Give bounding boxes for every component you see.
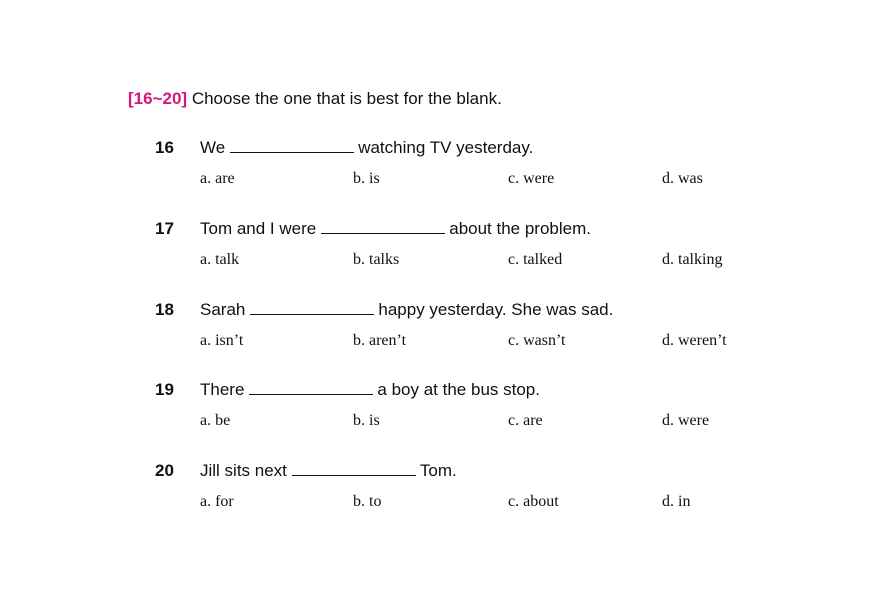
option-b[interactable]: b. is xyxy=(353,170,380,187)
answer-blank[interactable] xyxy=(230,138,354,153)
option-d[interactable]: d. talking xyxy=(662,251,723,268)
stem-after-blank: a boy at the bus stop. xyxy=(377,380,540,399)
question-number: 19 xyxy=(155,380,174,399)
stem-before-blank: Sarah xyxy=(200,300,246,319)
option-a[interactable]: a. be xyxy=(200,412,231,429)
question-number: 17 xyxy=(155,219,174,238)
section-instruction xyxy=(128,89,502,109)
option-a[interactable]: a. isn’t xyxy=(200,332,244,349)
stem-before-blank: There xyxy=(200,380,245,399)
option-c[interactable]: c. are xyxy=(508,412,543,429)
option-a[interactable]: a. for xyxy=(200,493,234,510)
answer-blank[interactable] xyxy=(321,219,445,234)
option-b[interactable]: b. talks xyxy=(353,251,400,268)
instruction-text: Choose the one that is best for the blank. xyxy=(191,89,502,108)
question-stem xyxy=(200,380,540,400)
option-c[interactable]: c. wasn’t xyxy=(508,332,566,349)
stem-before-blank: We xyxy=(200,138,226,157)
question-stem xyxy=(200,138,533,158)
stem-after-blank: watching TV yesterday. xyxy=(358,138,534,157)
option-d[interactable]: d. weren’t xyxy=(662,332,727,349)
option-c[interactable]: c. talked xyxy=(508,251,563,268)
stem-after-blank: happy yesterday. She was sad. xyxy=(378,300,614,319)
stem-after-blank: about the problem. xyxy=(449,219,591,238)
question-stem xyxy=(200,300,613,320)
question-number: 16 xyxy=(155,138,174,157)
question-stem xyxy=(200,461,457,481)
option-b[interactable]: b. is xyxy=(353,412,380,429)
option-b[interactable]: b. to xyxy=(353,493,382,510)
stem-after-blank: Tom. xyxy=(419,461,457,480)
question-16 xyxy=(0,138,873,198)
question-17 xyxy=(0,219,873,279)
question-number: 20 xyxy=(155,461,174,480)
question-number: 18 xyxy=(155,300,174,319)
stem-before-blank: Tom and I were xyxy=(200,219,317,238)
question-range: [16~20] xyxy=(128,89,188,108)
answer-blank[interactable] xyxy=(249,380,373,395)
option-c[interactable]: c. about xyxy=(508,493,559,510)
stem-before-blank: Jill sits next xyxy=(200,461,287,480)
question-20 xyxy=(0,461,873,521)
option-d[interactable]: d. in xyxy=(662,493,691,510)
question-stem xyxy=(200,219,591,239)
option-b[interactable]: b. aren’t xyxy=(353,332,407,349)
answer-blank[interactable] xyxy=(250,300,374,315)
option-a[interactable]: a. are xyxy=(200,170,235,187)
option-d[interactable]: d. was xyxy=(662,170,703,187)
answer-blank[interactable] xyxy=(292,461,416,476)
option-a[interactable]: a. talk xyxy=(200,251,240,268)
question-19 xyxy=(0,380,873,440)
option-d[interactable]: d. were xyxy=(662,412,710,429)
question-18 xyxy=(0,300,873,360)
option-c[interactable]: c. were xyxy=(508,170,555,187)
